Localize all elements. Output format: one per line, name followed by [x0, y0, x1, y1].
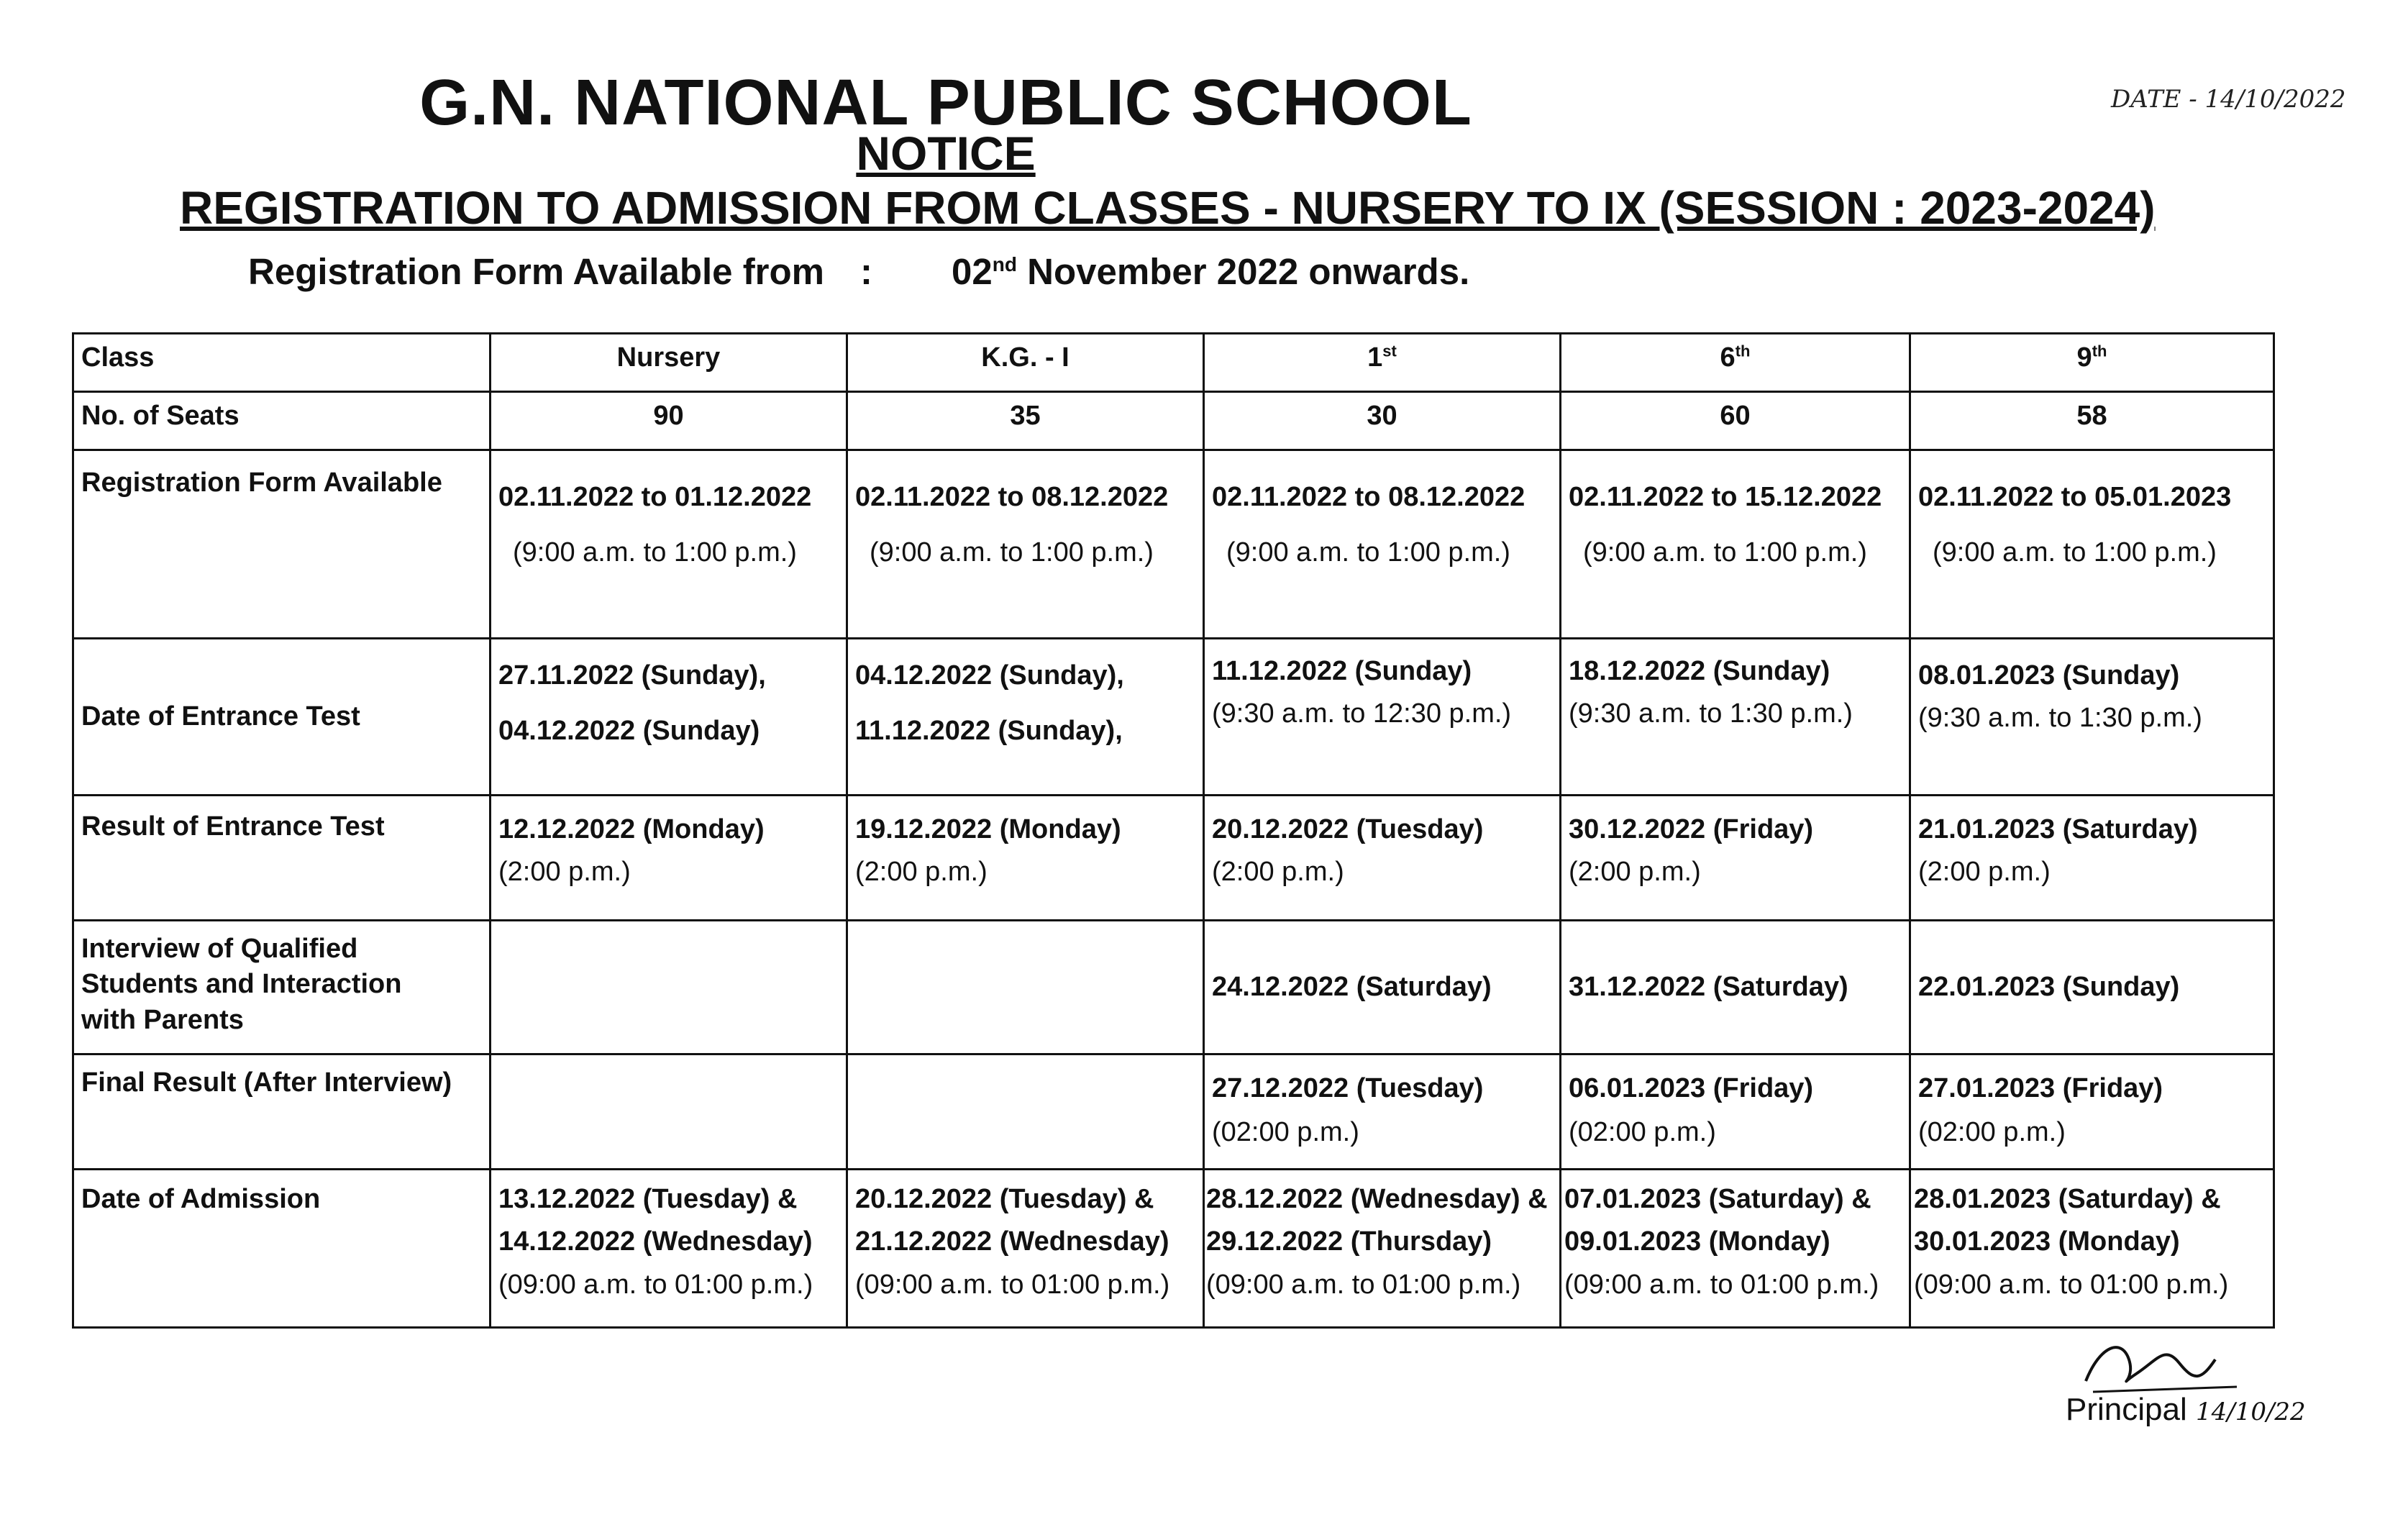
- entrance-test-cell: 18.12.2022 (Sunday) (9:30 a.m. to 1:30 p.m.): [1561, 639, 1910, 796]
- entrance-test-label: Date of Entrance Test: [73, 639, 491, 796]
- entrance-test-cell: 27.11.2022 (Sunday), 04.12.2022 (Sunday): [491, 639, 847, 796]
- admission-cell: 07.01.2023 (Saturday) & 09.01.2023 (Monday) (09:00 a.m. to 01:00 p.m.): [1561, 1170, 1910, 1328]
- admission-cell: 28.01.2023 (Saturday) & 30.01.2023 (Monday) (09:00 a.m. to 01:00 p.m.): [1910, 1170, 2274, 1328]
- registration-label: Registration Form Available: [73, 450, 491, 639]
- form-availability-line: [248, 250, 1469, 293]
- admission-cell: 28.12.2022 (Wednesday) & 29.12.2022 (Thursday) (09:00 a.m. to 01:00 p.m.): [1204, 1170, 1561, 1328]
- form-available-label: Registration Form Available from: [248, 251, 825, 292]
- handwritten-date-note: DATE - 14/10/2022: [2111, 85, 2346, 114]
- interview-row: [73, 921, 2274, 1054]
- interview-cell: [847, 921, 1204, 1054]
- result-test-cell: 30.12.2022 (Friday) (2:00 p.m.): [1561, 796, 1910, 921]
- entrance-test-cell: 04.12.2022 (Sunday), 11.12.2022 (Sunday),: [847, 639, 1204, 796]
- final-result-label: Final Result (After Interview): [73, 1054, 491, 1170]
- class-cell-1st: 1st: [1204, 334, 1561, 392]
- notice-title: NOTICE: [856, 127, 1036, 180]
- entrance-test-cell: 11.12.2022 (Sunday) (9:30 a.m. to 12:30 p.m.): [1204, 639, 1561, 796]
- school-name: G.N. NATIONAL PUBLIC SCHOOL: [419, 67, 1472, 139]
- entrance-test-cell: 08.01.2023 (Sunday) (9:30 a.m. to 1:30 p.m.): [1910, 639, 2274, 796]
- result-test-cell: 20.12.2022 (Tuesday) (2:00 p.m.): [1204, 796, 1561, 921]
- seats-cell: 60: [1561, 392, 1910, 450]
- signature-date: 14/10/22: [2195, 1398, 2306, 1426]
- registration-cell: 02.11.2022 to 15.12.2022 (9:00 a.m. to 1:00 p.m.): [1561, 450, 1910, 639]
- class-label-cell: Class: [73, 334, 491, 392]
- final-result-cell: [847, 1054, 1204, 1170]
- final-result-cell: 27.01.2023 (Friday) (02:00 p.m.): [1910, 1054, 2274, 1170]
- form-available-colon: :: [860, 251, 873, 292]
- class-cell-kg1: K.G. - I: [847, 334, 1204, 392]
- registration-heading: REGISTRATION TO ADMISSION FROM CLASSES - NURSERY TO IX (SESSION : 2023-2024): [180, 182, 2156, 234]
- admission-row: [73, 1170, 2274, 1328]
- interview-cell: [491, 921, 847, 1054]
- class-header-row: [73, 334, 2274, 392]
- final-result-cell: 06.01.2023 (Friday) (02:00 p.m.): [1561, 1054, 1910, 1170]
- registration-cell: 02.11.2022 to 05.01.2023 (9:00 a.m. to 1:00 p.m.): [1910, 450, 2274, 639]
- class-cell-nursery: Nursery: [491, 334, 847, 392]
- seats-cell: 58: [1910, 392, 2274, 450]
- principal-label: Principal 14/10/22: [2066, 1392, 2306, 1427]
- seats-row: [73, 392, 2274, 450]
- entrance-test-row: [73, 639, 2274, 796]
- seats-cell: 30: [1204, 392, 1561, 450]
- class-cell-9th: 9th: [1910, 334, 2274, 392]
- result-test-cell: 21.01.2023 (Saturday) (2:00 p.m.): [1910, 796, 2274, 921]
- registration-cell: 02.11.2022 to 08.12.2022 (9:00 a.m. to 1:00 p.m.): [847, 450, 1204, 639]
- form-available-rest: November 2022 onwards.: [1027, 251, 1470, 292]
- interview-cell: 24.12.2022 (Saturday): [1204, 921, 1561, 1054]
- result-test-cell: 12.12.2022 (Monday) (2:00 p.m.): [491, 796, 847, 921]
- form-available-day: 02: [952, 251, 993, 292]
- registration-row: [73, 450, 2274, 639]
- interview-label: Interview of Qualified Students and Interaction with Parents: [73, 921, 491, 1054]
- final-result-row: [73, 1054, 2274, 1170]
- final-result-cell: [491, 1054, 847, 1170]
- seats-label-cell: No. of Seats: [73, 392, 491, 450]
- result-test-cell: 19.12.2022 (Monday) (2:00 p.m.): [847, 796, 1204, 921]
- class-cell-6th: 6th: [1561, 334, 1910, 392]
- registration-cell: 02.11.2022 to 01.12.2022 (9:00 a.m. to 1:00 p.m.): [491, 450, 847, 639]
- admission-schedule-table: [72, 332, 2275, 1329]
- seats-cell: 90: [491, 392, 847, 450]
- form-available-day-suffix: nd: [992, 253, 1017, 275]
- interview-cell: 31.12.2022 (Saturday): [1561, 921, 1910, 1054]
- admission-label: Date of Admission: [73, 1170, 491, 1328]
- interview-cell: 22.01.2023 (Sunday): [1910, 921, 2274, 1054]
- registration-cell: 02.11.2022 to 08.12.2022 (9:00 a.m. to 1:00 p.m.): [1204, 450, 1561, 639]
- final-result-cell: 27.12.2022 (Tuesday) (02:00 p.m.): [1204, 1054, 1561, 1170]
- result-test-label: Result of Entrance Test: [73, 796, 491, 921]
- admission-cell: 20.12.2022 (Tuesday) & 21.12.2022 (Wednesday) (09:00 a.m. to 01:00 p.m.): [847, 1170, 1204, 1328]
- admission-cell: 13.12.2022 (Tuesday) & 14.12.2022 (Wednesday) (09:00 a.m. to 01:00 p.m.): [491, 1170, 847, 1328]
- result-test-row: [73, 796, 2274, 921]
- seats-cell: 35: [847, 392, 1204, 450]
